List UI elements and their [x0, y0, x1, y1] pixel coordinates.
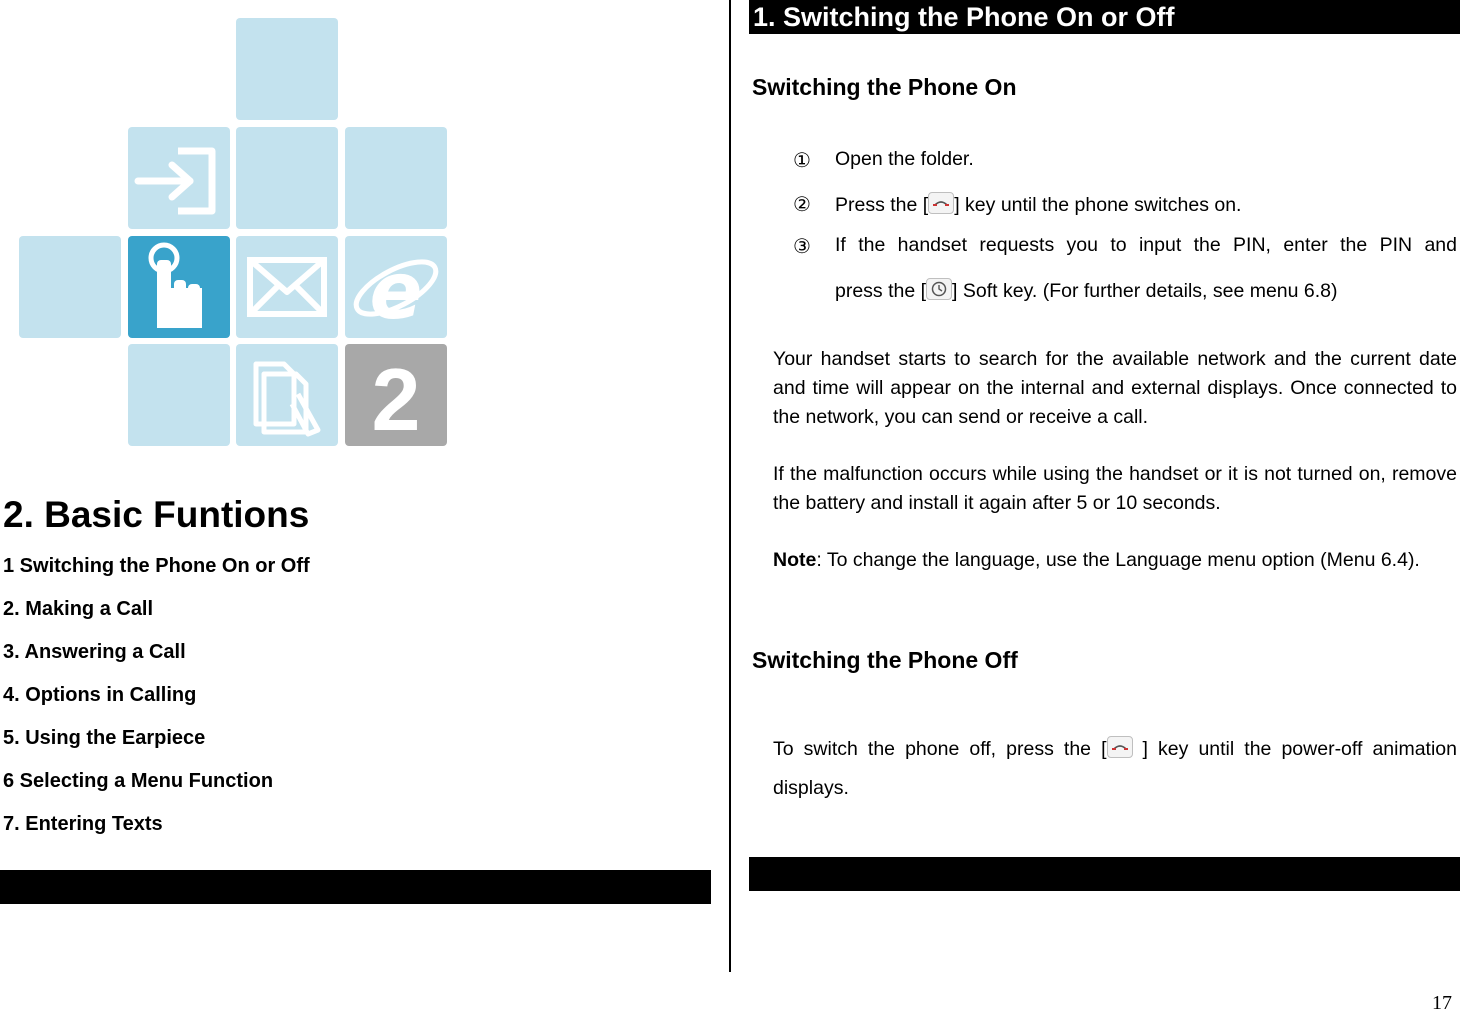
number-two-icon [345, 344, 447, 446]
toc-item[interactable]: 4. Options in Calling [3, 684, 197, 706]
toc-item[interactable]: 3. Answering a Call [3, 641, 186, 663]
malfunction-paragraph: If the malfunction occurs while using the handset or it is not turned on, remove the battery and install it again after 5 or 10 seconds. [773, 463, 1457, 514]
step-3 [793, 234, 1457, 310]
right-footer-bar [749, 857, 1460, 891]
ok-key-icon [926, 278, 952, 300]
end-key-icon [1107, 736, 1133, 758]
toc-item[interactable]: 6 Selecting a Menu Function [3, 770, 274, 792]
svg-text:e: e [369, 247, 423, 337]
search-network-paragraph: Your handset starts to search for the available network and the current date and time will appear on the internal and external displays. Once connected to the network, you can send or receive a call. [773, 348, 1457, 428]
step-number: ② [793, 192, 811, 216]
page-number: 17 [1432, 992, 1452, 1014]
switch-on-heading: Switching the Phone On [752, 74, 1017, 100]
message-icon [236, 236, 338, 338]
left-footer-bar [0, 870, 711, 904]
blank-tile [128, 344, 230, 446]
column-divider [729, 0, 731, 972]
step-text: Press the [ ] key until the phone switches on. [835, 194, 1242, 216]
note-label: Note [773, 549, 817, 571]
switch-off-paragraph: To switch the phone off, press the [ ] key until the power-off animation displays. [773, 738, 1457, 799]
toc-item[interactable]: 2. Making a Call [3, 598, 154, 620]
blank-tile [236, 127, 338, 229]
language-note: Note: To change the language, use the Language menu option (Menu 6.4). [773, 549, 1420, 571]
blank-tile [236, 18, 338, 120]
step-2 [793, 192, 1457, 218]
svg-text:2: 2 [371, 350, 421, 446]
chapter-title: 2. Basic Funtions [3, 494, 310, 535]
step-number: ③ [793, 234, 811, 258]
section-title: 1. Switching the Phone On or Off [749, 0, 1460, 34]
step-1 [793, 148, 1457, 174]
table-of-contents [3, 552, 310, 853]
toc-item[interactable]: 1 Switching the Phone On or Off [3, 555, 310, 577]
calling-hand-icon [128, 236, 230, 338]
exit-icon [128, 127, 230, 229]
switch-off-heading: Switching the Phone Off [752, 647, 1018, 673]
step-number: ① [793, 148, 811, 172]
toc-item[interactable]: 5. Using the Earpiece [3, 727, 206, 749]
end-key-icon [928, 192, 954, 214]
folder-icon [236, 344, 338, 446]
step-text: Open the folder. [835, 148, 974, 170]
browser-icon [345, 236, 447, 338]
blank-tile [345, 127, 447, 229]
step-text: press the [ ] Soft key. (For further details, see menu 6.8) [835, 280, 1338, 302]
blank-tile [19, 236, 121, 338]
step-text: If the handset requests you to input the PIN, enter the PIN and [835, 234, 1457, 256]
toc-item[interactable]: 7. Entering Texts [3, 813, 163, 835]
